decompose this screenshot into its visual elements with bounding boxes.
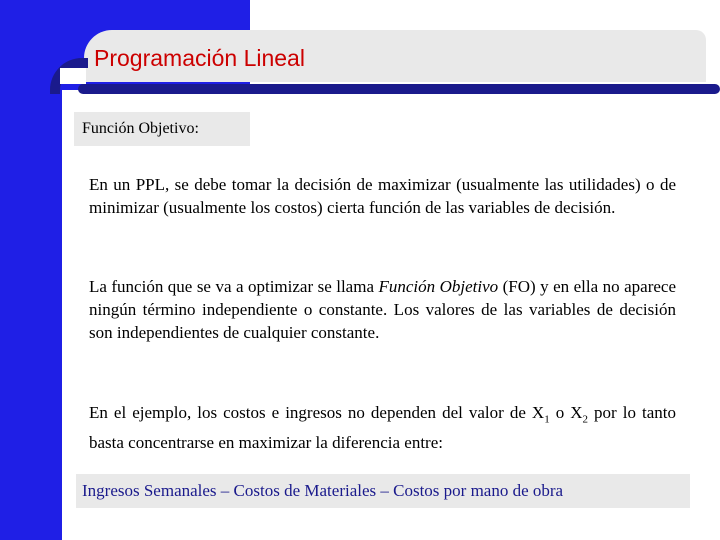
paragraph-objective-function [89, 275, 676, 344]
slide-title: Programación Lineal [94, 45, 305, 71]
title-curve-fill [60, 68, 86, 84]
paragraph2-emphasis: Función Objetivo [378, 277, 499, 296]
title-underline [78, 84, 720, 94]
title-banner [84, 30, 706, 82]
subscript-1: 1 [544, 413, 550, 426]
paragraph-decision: En un PPL, se debe tomar la decisión de maximizar (usualmente las utilidades) o de minimizar (usualmente los costos) cierta función de las variables de decisión. [89, 175, 676, 217]
paragraph-example [89, 401, 676, 454]
subscript-2: 2 [582, 413, 589, 426]
paragraph2-after: (FO) y en ella no aparece ningún término independiente o constante. Los valores de las variables de decisión son independientes de cualquier constante. [89, 277, 676, 342]
paragraph3-part1: En el ejemplo, los costos e ingresos no dependen del valor de X [89, 403, 545, 422]
formula-box: Ingresos Semanales – Costos de Materiales – Costos por mano de obra [76, 474, 690, 508]
paragraph2-before: La función que se va a optimizar se llama [89, 277, 379, 296]
section-label: Función Objetivo: [74, 112, 250, 146]
paragraph3-part3: por lo tanto basta concentrarse en maximizar la diferencia entre: [89, 403, 676, 453]
paragraph3-part2: o X [549, 403, 583, 422]
